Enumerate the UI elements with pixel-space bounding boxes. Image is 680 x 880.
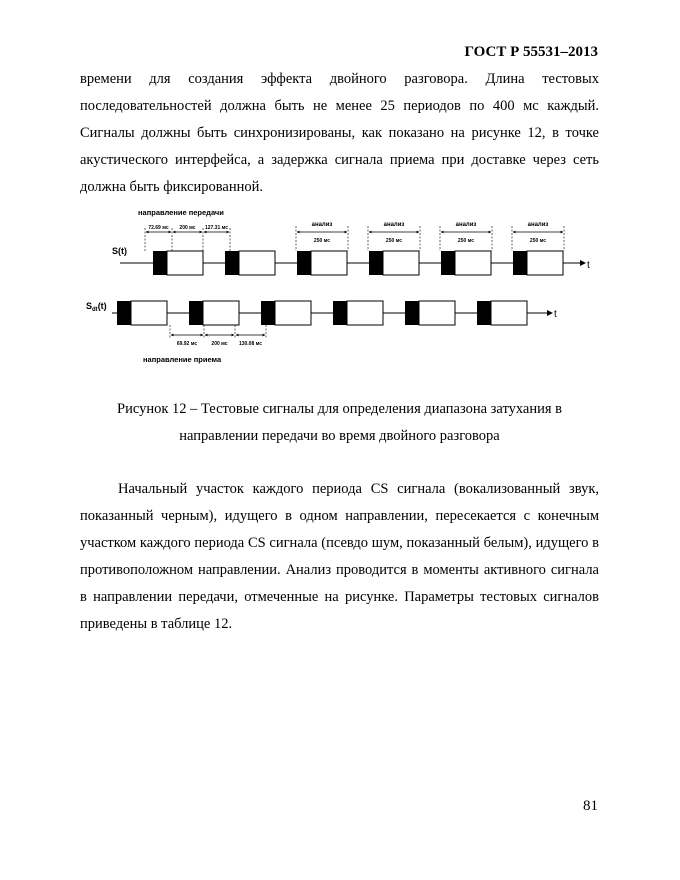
figure-12-diagram (80, 200, 620, 370)
bottom-axis-t-label: t (554, 309, 557, 320)
bottom-voiced-segment (261, 301, 275, 325)
bottom-dimension-label: 69.92 мс (176, 341, 198, 347)
analysis-label: анализ (311, 222, 333, 228)
top-noise-segment (383, 251, 419, 275)
paragraph-explanation: Начальный участок каждого периода CS сигнала (вокализованный звук, показанный черным), идущего в одном направлении, пересекается с конечным участком каждого периода CS сигнала (псевдо шум, показанный белым), идущего в противоположном направлении. Анализ проводится в моменты активного сигнала в направлении передачи, отмеченные на рисунке. Параметры тестовых сигналов приведены в таблице 12. (80, 481, 599, 632)
top-voiced-segment (513, 251, 527, 275)
top-axis-t-label: t (587, 260, 590, 271)
bottom-voiced-segment (405, 301, 419, 325)
transmit-direction-label: направление передачи (138, 208, 224, 217)
bottom-noise-segment (275, 301, 311, 325)
signal-s-label: S(t) (112, 246, 127, 256)
top-voiced-segment (369, 251, 383, 275)
bottom-voiced-segment (477, 301, 491, 325)
top-noise-segment (239, 251, 275, 275)
signal-sdt-label: $S_{dt}(t)$ (86, 301, 107, 313)
bottom-noise-segment (347, 301, 383, 325)
top-voiced-segment (225, 251, 239, 275)
top-dimension-label: 127.31 мс (204, 225, 229, 231)
analysis-duration-label: 250 мс (313, 238, 331, 244)
page-number: 81 (583, 798, 598, 814)
top-voiced-segment (441, 251, 455, 275)
bottom-dimension-label: 130.08 мс (238, 341, 263, 347)
top-dimension-label: 72.69 мс (148, 225, 169, 231)
top-noise-segment (455, 251, 491, 275)
analysis-label: анализ (455, 222, 477, 228)
top-noise-segment (527, 251, 563, 275)
analysis-duration-label: 250 мс (457, 238, 475, 244)
bottom-voiced-segment (189, 301, 203, 325)
top-dimension-label: 200 мс (179, 225, 196, 231)
paragraph-intro: времени для создания эффекта двойного разговора. Длина тестовых последовательностей должна быть не менее 25 периодов по 400 мс каждый. Сигналы должны быть синхронизированы, как показано на рисунке 12, в точке акустического интерфейса, а задержка сигнала приема при доставке через сеть должна быть фиксированной. (80, 71, 599, 195)
analysis-duration-label: 250 мс (529, 238, 547, 244)
analysis-duration-label: 250 мс (385, 238, 403, 244)
document-header: ГОСТ Р 55531–2013 (464, 44, 598, 60)
top-voiced-segment (153, 251, 167, 275)
top-voiced-segment (297, 251, 311, 275)
caption-line-1: Рисунок 12 – Тестовые сигналы для определения диапазона затухания в (117, 401, 562, 417)
top-noise-segment (167, 251, 203, 275)
bottom-noise-segment (131, 301, 167, 325)
figure-caption (80, 396, 599, 450)
receive-direction-label: направление приема (143, 355, 222, 364)
bottom-voiced-segment (117, 301, 131, 325)
bottom-noise-segment (203, 301, 239, 325)
bottom-noise-segment (491, 301, 527, 325)
bottom-dimension-label: 200 мс (211, 341, 228, 347)
analysis-label: анализ (527, 222, 549, 228)
top-noise-segment (311, 251, 347, 275)
bottom-voiced-segment (333, 301, 347, 325)
analysis-label: анализ (383, 222, 405, 228)
bottom-noise-segment (419, 301, 455, 325)
caption-line-2: направлении передачи во время двойного разговора (179, 428, 500, 444)
